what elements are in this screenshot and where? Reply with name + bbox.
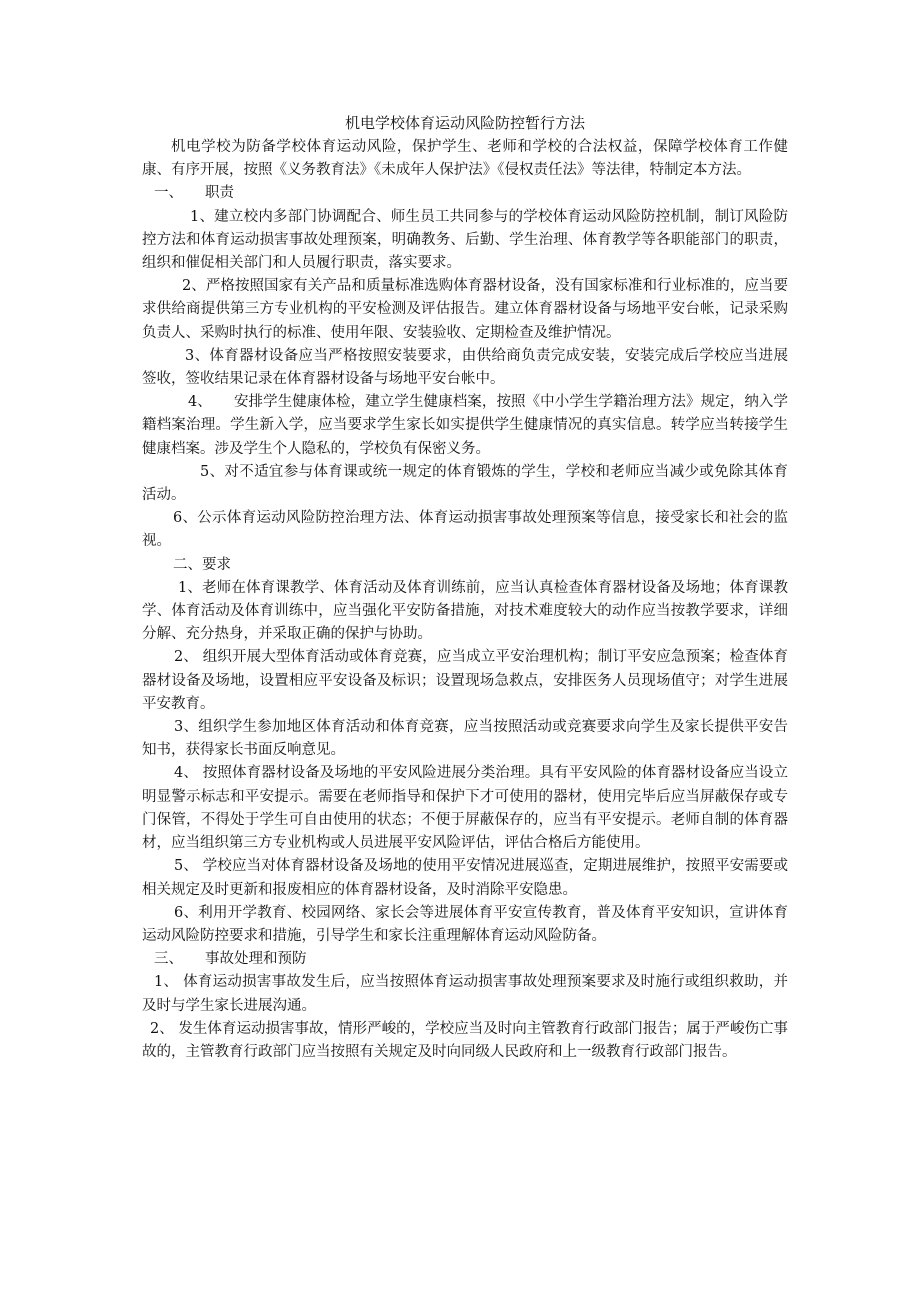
section-3-number: 三、 [154, 951, 183, 968]
section-1-heading [142, 182, 788, 205]
section-1-item-6: 6、公示体育运动风险防控治理方法、体育运动损害事故处理预案等信息，接受家长和社会的监视。 [142, 510, 788, 550]
section-1-number: 一、 [154, 185, 183, 202]
section-1-item-3: 3、体育器材设备应当严格按照安装要求，由供给商负责完成安装，安装完成后学校应当进展签收，签收结果记录在体育器材设备与场地平安台帐中。 [142, 347, 788, 388]
section-2-heading: 二、要求 [173, 556, 231, 573]
section-1-item-4 [142, 391, 788, 461]
document-page [142, 112, 788, 1064]
section-2-item-3: 3、组织学生参加地区体育活动和体育竞赛，应当按照活动或竞赛要求向学生及家长提供平安告知书，获得家长书面反响意见。 [142, 719, 788, 759]
section-3-heading [142, 948, 788, 971]
document-title: 机电学校体育运动风险防控暂行方法 [344, 114, 585, 132]
section-2-item-6: 6、利用开学教育、校园网络、家长会等进展体育平安宣传教育，普及体育平安知识，宣讲体育运动风险防控要求和措施，引导学生和家长注重理解体育运动风险防备。 [142, 904, 788, 944]
section-3-label: 事故处理和预防 [205, 951, 307, 968]
section-2-item-1: 1、老师在体育课教学、体育活动及体育训练前，应当认真检查体育器材设备及场地；体育课教学、体育活动及体育训练中，应当强化平安防备措施，对技术难度较大的动作应当按教学要求，详细分解、充分热身，并采取正确的保护与协助。 [142, 579, 788, 643]
section-1-item-2: 2、严格按照国家有关产品和质量标准选购体育器材设备，没有国家标准和行业标准的，应当要求供给商提供第三方专业机构的平安检测及评估报告。建立体育器材设备与场地平安台帐，记录采购负责人、采购时执行的标准、使用年限、安装验收、定期检查及维护情况。 [142, 278, 788, 341]
section-3-item-2: 2、 发生体育运动损害事故，情形严峻的，学校应当及时向主管教育行政部门报告；属于严峻伤亡事故的，主管教育行政部门应当按照有关规定及时向同级人民政府和上一级教育行政部门报告。 [142, 1020, 788, 1060]
section-1-item-4-number: 4、 [188, 394, 212, 411]
section-2-item-5: 5、 学校应当对体育器材设备及场地的使用平安情况进展巡查，定期进展维护，按照平安需要或相关规定及时更新和报废相应的体育器材设备，及时消除平安隐患。 [142, 858, 788, 898]
intro-paragraph: 机电学校为防备学校体育运动风险，保护学生、老师和学校的合法权益，保障学校体育工作健康、有序开展，按照《义务教育法》《未成年人保护法》《侵权责任法》等法律，特制定本方法。 [142, 139, 788, 179]
section-1-item-4-text: 安排学生健康体检，建立学生健康档案，按照《中小学生学籍治理方法》规定，纳入学籍档案治理。学生新入学，应当要求学生家长如实提供学生健康情况的真实信息。转学应当转接学生健康档案。涉及学生个人隐私的，学校负有保密义务。 [142, 394, 788, 457]
section-2-item-4: 4、 按照体育器材设备及场地的平安风险进展分类治理。具有平安风险的体育器材设备应当设立明显警示标志和平安提示。需要在老师指导和保护下才可使用的器材，使用完毕后应当屏蔽保存或专门保管，不得处于学生可自由使用的状态；不便于屏蔽保存的，应当有平安提示。老师自制的体育器材，应当组织第三方专业机构或人员进展平安风险评估，评估合格后方能使用。 [142, 765, 788, 852]
section-1-item-1: 1、建立校内多部门协调配合、师生员工共同参与的学校体育运动风险防控机制，制订风险防控方法和体育运动损害事故处理预案，明确教务、后勤、学生治理、体育教学等各职能部门的职责，组织和催促相关部门和人员履行职责，落实要求。 [142, 208, 788, 272]
section-1-label: 职责 [205, 185, 234, 202]
section-1-item-5: 5、对不适宜参与体育课或统一规定的体育锻炼的学生，学校和老师应当减少或免除其体育活动。 [142, 463, 788, 504]
section-3-item-1: 1、 体育运动损害事故发生后，应当按照体育运动损害事故处理预案要求及时施行或组织救助，并及时与学生家长进展沟通。 [142, 974, 788, 1014]
section-2-item-2: 2、 组织开展大型体育活动或体育竞赛，应当成立平安治理机构；制订平安应急预案；检查体育器材设备及场地，设置相应平安设备及标识；设置现场急救点，安排医务人员现场值守；对学生进展平安教育。 [142, 649, 788, 712]
